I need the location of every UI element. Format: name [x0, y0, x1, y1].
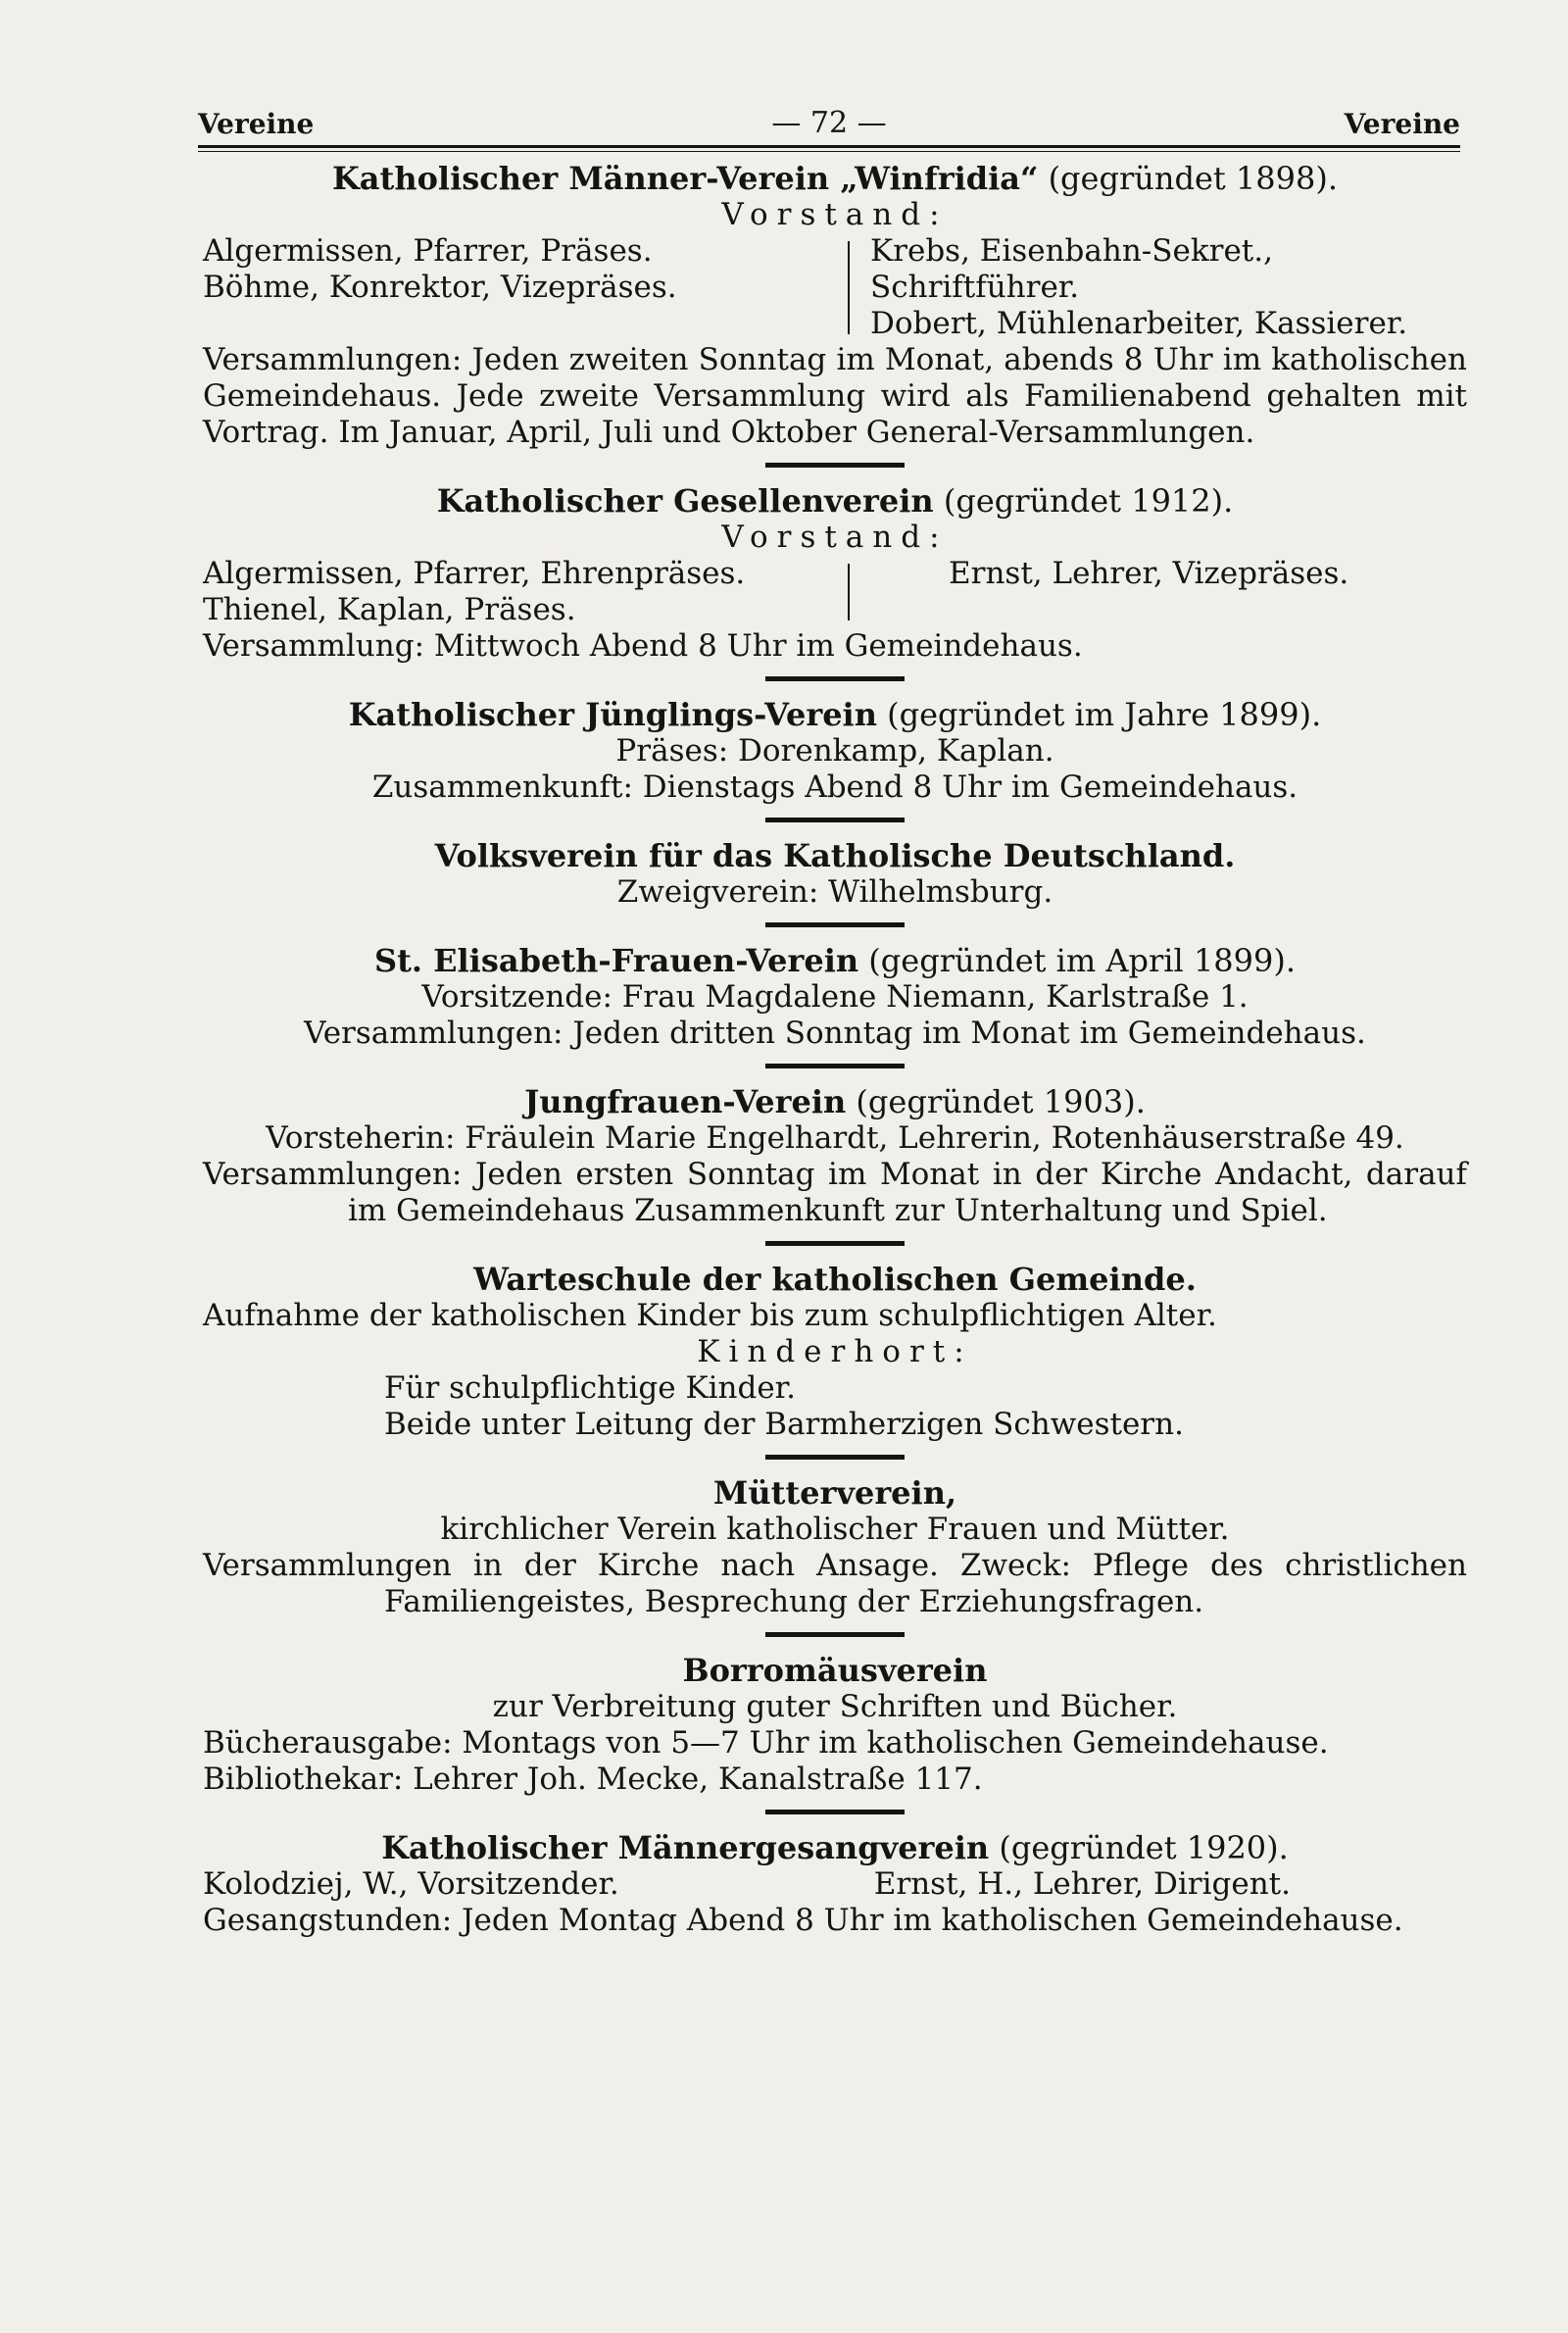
- section-line: Zweigverein: Wilhelmsburg.: [616, 874, 1054, 910]
- section-line: Vorsitzende: Frau Magdalene Niemann, Karlstraße 1.: [421, 979, 1249, 1015]
- section-juenglings-verein: [203, 697, 1467, 806]
- running-header: [198, 106, 1460, 148]
- title-bold: Borromäusverein: [682, 1652, 988, 1689]
- section-title: [203, 697, 1467, 733]
- section-line: Aufnahme der katholischen Kinder bis zum schulpflichtigen Alter.: [203, 1298, 1217, 1333]
- title-bold: Warteschule der katholischen Gemeinde.: [473, 1261, 1197, 1298]
- section-maennergesangverein: [203, 1830, 1467, 1939]
- page-number: — 72 —: [771, 106, 887, 140]
- title-rest: (gegründet 1920).: [989, 1829, 1289, 1866]
- header-rule: [198, 145, 1460, 148]
- title-bold: Volksverein für das Katholische Deutschland.: [434, 837, 1236, 874]
- section-title: [203, 1262, 1467, 1298]
- title-bold: Katholischer Gesellenverein: [436, 482, 934, 520]
- section-title: [203, 838, 1467, 874]
- board-member: Algermissen, Pfarrer, Ehrenpräses.: [203, 556, 746, 591]
- board-left: [203, 556, 826, 628]
- section-elisabeth-frauen-verein: [203, 943, 1467, 1052]
- section-separator: [765, 1064, 905, 1068]
- section-separator: [765, 676, 905, 681]
- board-member: Thienel, Kaplan, Präses.: [203, 592, 576, 627]
- board-left: [203, 233, 826, 342]
- title-bold: Katholischer Männergesangverein: [381, 1829, 990, 1866]
- section-title: [203, 1475, 1467, 1512]
- section-line: Zusammenkunft: Dienstags Abend 8 Uhr im Gemeindehaus.: [371, 769, 1298, 805]
- title-bold: Mütterverein,: [712, 1474, 957, 1512]
- board-member: Krebs, Eisenbahn-Sekret., Schriftführer.: [870, 233, 1273, 305]
- board-member: Ernst, Lehrer, Vizepräses.: [949, 556, 1349, 591]
- section-text: Versammlungen: Jeden zweiten Sonntag im Monat, abends 8 Uhr im katholischen Gemeindehaus. Jede zweite Versammlung wird als Familienabend gehalten mit Vortrag. Im Januar, April, Juli und Oktober General-Versammlungen.: [203, 342, 1467, 450]
- section-line: Vorsteherin: Fräulein Marie Engelhardt, Lehrerin, Rotenhäuserstraße 49.: [266, 1120, 1404, 1156]
- section-line: zur Verbreitung guter Schriften und Bücher.: [492, 1689, 1178, 1724]
- header-right: Vereine: [1344, 108, 1460, 140]
- section-gesellenverein: [203, 483, 1467, 665]
- sub-heading: Kinderhort:: [697, 1334, 973, 1369]
- section-line: Versammlungen: Jeden dritten Sonntag im Monat im Gemeindehaus.: [304, 1016, 1366, 1051]
- section-title: [203, 1084, 1467, 1120]
- section-separator: [765, 463, 905, 468]
- section-separator: [765, 1632, 905, 1637]
- header-rule-thin: [198, 151, 1460, 152]
- section-separator: [765, 818, 905, 822]
- title-bold: Jungfrauen-Verein: [524, 1083, 847, 1120]
- board-members: [203, 1866, 1467, 1903]
- section-line: Bibliothekar: Lehrer Joh. Mecke, Kanalstraße 117.: [203, 1762, 983, 1797]
- board-members: [203, 556, 1467, 628]
- board-right: [870, 556, 1467, 628]
- title-rest: (gegründet 1912).: [933, 482, 1234, 520]
- title-rest: (gegründet im April 1899).: [858, 942, 1297, 979]
- board-right: [870, 233, 1467, 342]
- section-title: [203, 161, 1467, 197]
- section-separator: [765, 1241, 905, 1246]
- board-members: [203, 233, 1467, 342]
- content: [203, 159, 1467, 1939]
- section-line: Versammlungen: Jeden ersten Sonntag im Monat in der Kirche Andacht, darauf im Gemeindehaus Zusammenkunft zur Unterhaltung und Spiel.: [203, 1157, 1467, 1228]
- section-separator: [765, 1810, 905, 1814]
- section-maenner-verein: [203, 161, 1467, 451]
- board-member: Ernst, H., Lehrer, Dirigent.: [873, 1866, 1291, 1902]
- board-member: Dobert, Mühlenarbeiter, Kassierer.: [870, 306, 1408, 341]
- section-line: Präses: Dorenkamp, Kaplan.: [615, 733, 1054, 769]
- section-line: Versammlungen in der Kirche nach Ansage. Zweck: Pflege des christlichen Familiengeistes, Besprechung der Erziehungsfragen.: [203, 1548, 1467, 1619]
- section-title: [203, 483, 1467, 520]
- board-member: Kolodziej, W., Vorsitzender.: [203, 1866, 619, 1902]
- column-divider: [848, 241, 850, 334]
- board-member: Böhme, Konrektor, Vizepräses.: [203, 270, 677, 305]
- section-muetterverein: [203, 1475, 1467, 1620]
- section-title: [203, 1653, 1467, 1689]
- section-line: kirchlicher Verein katholischer Frauen und Mütter.: [440, 1512, 1230, 1547]
- section-volksverein: [203, 838, 1467, 911]
- title-bold: Katholischer Jünglings-Verein: [348, 696, 877, 733]
- section-jungfrauen-verein: [203, 1084, 1467, 1229]
- title-bold: St. Elisabeth-Frauen-Verein: [373, 942, 859, 979]
- title-bold: Katholischer Männer-Verein „Winfridia“: [331, 160, 1039, 197]
- section-warteschule: [203, 1262, 1467, 1443]
- column-divider: [848, 564, 850, 620]
- header-left: Vereine: [198, 108, 315, 140]
- board-heading: Vorstand:: [721, 520, 949, 555]
- title-rest: (gegründet 1898).: [1038, 160, 1339, 197]
- section-line: Für schulpflichtige Kinder.: [384, 1370, 796, 1406]
- title-rest: (gegründet im Jahre 1899).: [876, 696, 1322, 733]
- section-title: [203, 1830, 1467, 1866]
- board-member: Algermissen, Pfarrer, Präses.: [203, 233, 653, 269]
- section-separator: [765, 922, 905, 927]
- section-title: [203, 943, 1467, 979]
- section-line: Beide unter Leitung der Barmherzigen Schwestern.: [384, 1407, 1184, 1442]
- section-text: Versammlung: Mittwoch Abend 8 Uhr im Gemeindehaus.: [203, 628, 1083, 664]
- section-borromaeusverein: [203, 1653, 1467, 1798]
- board-heading: Vorstand:: [721, 197, 949, 232]
- section-separator: [765, 1455, 905, 1460]
- section-line: Gesangstunden: Jeden Montag Abend 8 Uhr im katholischen Gemeindehause.: [203, 1903, 1403, 1938]
- section-line: Bücherausgabe: Montags von 5—7 Uhr im katholischen Gemeindehause.: [203, 1725, 1329, 1761]
- title-rest: (gegründet 1903).: [846, 1083, 1146, 1120]
